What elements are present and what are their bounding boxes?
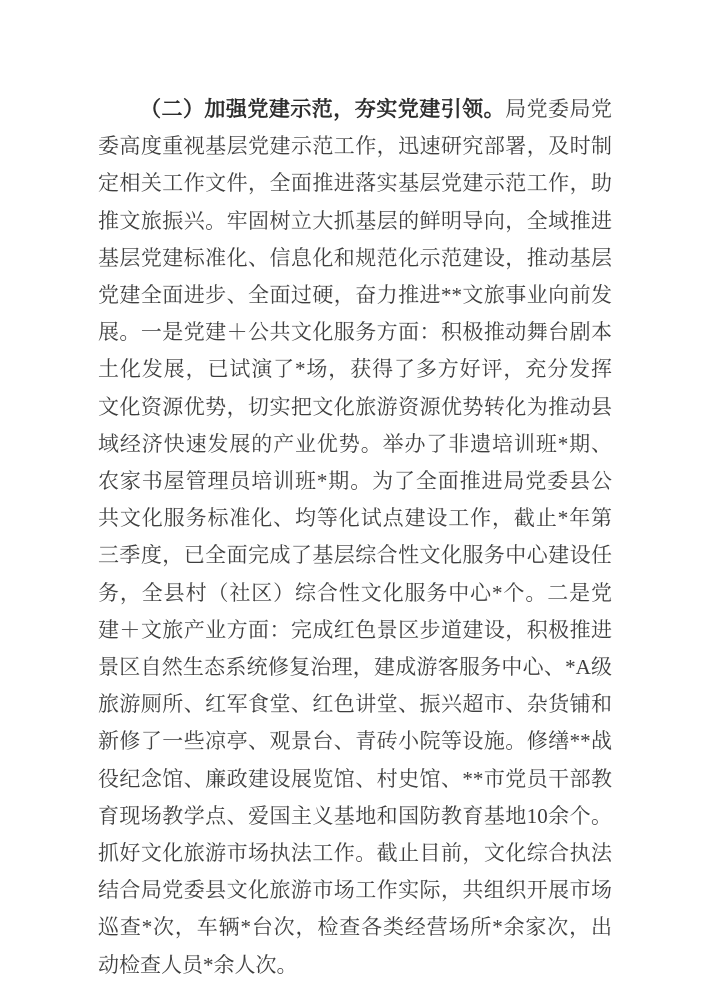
paragraph-body-text: 局党委局党委高度重视基层党建示范工作，迅速研究部署，及时制定相关工作文件，全面推进落实基层党建示范工作，助推文旅振兴。牢固树立大抓基层的鲜明导向，全域推进基层党建标准化、信息化和规范化示范建设，推动基层党建全面进步、全面过硬，奋力推进**文旅事业向前发展。一是党建＋公共文化服务方面：积极推动舞台剧本土化发展，已试演了*场，获得了多方好评，充分发挥文化资源优势，切实把文化旅游资源优势转化为推动县域经济快速发展的产业优势。举办了非遗培训班*期、农家书屋管理员培训班*期。为了全面推进局党委县公共文化服务标准化、均等化试点建设工作，截止*年第三季度，已全面完成了基层综合性文化服务中心建设任务，全县村（社区）综合性文化服务中心*个。二是党建＋文旅产业方面：完成红色景区步道建设，积极推进景区自然生态系统修复治理，建成游客服务中心、*A级旅游厕所、红军食堂、红色讲堂、振兴超市、杂货铺和新修了一些凉亭、观景台、青砖小院等设施。修缮**战役纪念馆、廉政建设展览馆、村史馆、**市党员干部教育现场教学点、爱国主义基地和国防教育基地10余个。抓好文化旅游市场执法工作。截止目前，文化综合执法结合局党委县文化旅游市场工作实际，共组织开展市场巡查*次，车辆*台次，检查各类经营场所*余家次，出动检查人员*余人次。 [98, 97, 612, 977]
paragraph [98, 91, 612, 984]
paragraph-lead-heading: （二）加强党建示范，夯实党建引领。 [140, 98, 506, 121]
